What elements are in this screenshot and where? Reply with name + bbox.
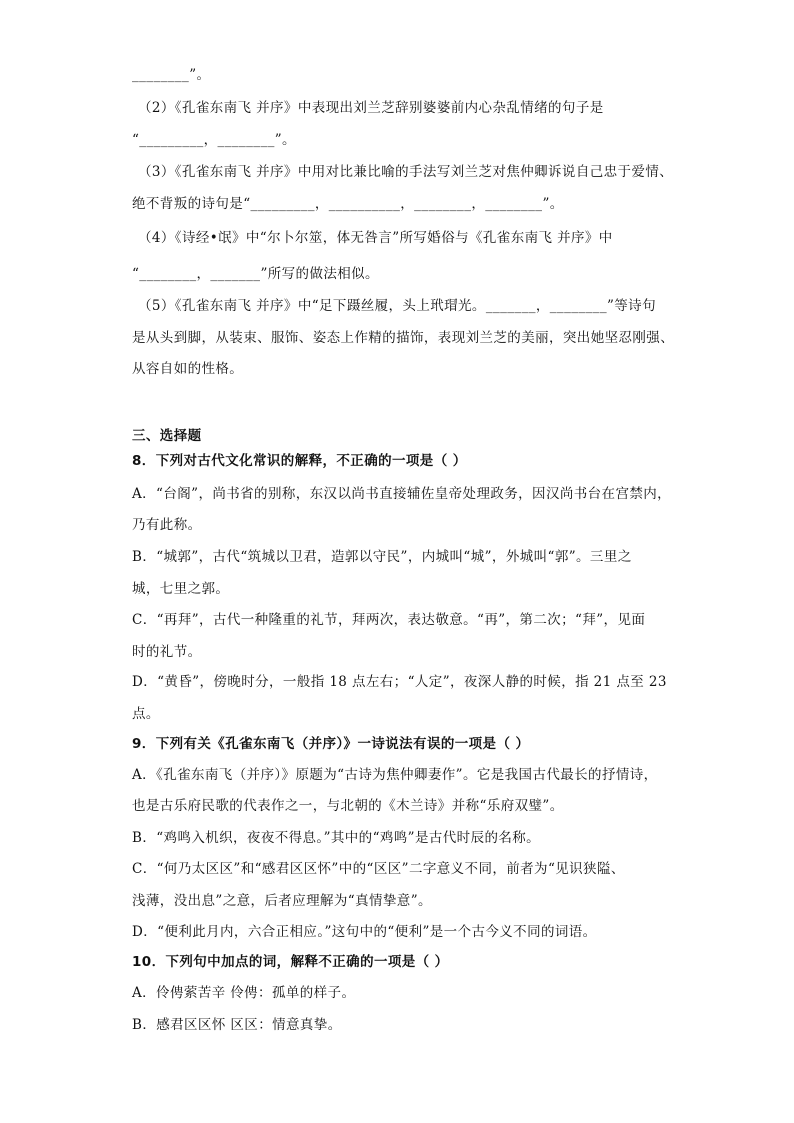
question-2-line-1: （2）《孔雀东南飞 并序》中表现出刘兰芝辞别婆婆前内心杂乱情绪的句子是	[138, 100, 604, 116]
question-9-option-a: A．《孔雀东南飞（并序）》原题为“古诗为焦仲卿妻作”。它是我国古代最长的抒情诗，	[132, 767, 658, 783]
question-9-option-c: C．“何乃太区区”和“感君区区怀”中的“区区”二字意义不同，前者为“见识狭隘、	[132, 861, 625, 877]
question-3-line-2: 绝不背叛的诗句是“_________，__________，________，________”。	[132, 196, 564, 212]
question-10-stem: 10．下列句中加点的词，解释不正确的一项是（ ）	[132, 954, 449, 970]
question-10-option-a: A．伶俜萦苦辛 伶俜：孤单的样子。	[132, 985, 356, 1001]
question-8-option-a-cont: 乃有此称。	[132, 517, 202, 533]
question-8-option-c: C．“再拜”，古代一种隆重的礼节，拜两次，表达敬意。“再”，第二次；“拜”，见面	[132, 612, 646, 628]
question-4-line-1: （4）《诗经•氓》中“尔卜尔筮，体无咎言”所写婚俗与《孔雀东南飞 并序》中	[138, 230, 613, 246]
question-2-line-2: “_________，________”。	[132, 132, 296, 148]
question-9-option-c-cont: 浅薄，没出息”之意，后者应理解为“真情挚意”。	[132, 893, 432, 909]
question-10-option-b: B．感君区区怀 区区：情意真挚。	[132, 1017, 342, 1033]
question-4-line-2: “________，_______”所写的做法相似。	[132, 266, 379, 282]
question-8-option-b: B．“城郭”，古代“筑城以卫君，造郭以守民”，内城叫“城”，外城叫“郭”。三里之	[132, 549, 632, 565]
question-8-option-a: A．“台阁”，尚书省的别称，东汉以尚书直接辅佐皇帝处理政务，因汉尚书台在宫禁内，	[132, 486, 672, 502]
question-5-line-1: （5）《孔雀东南飞 并序》中“足下蹑丝履，头上玳瑁光。_______，________”等诗句	[138, 298, 656, 314]
question-9-stem: 9．下列有关《孔雀东南飞（并序）》一诗说法有误的一项是（ ）	[132, 736, 530, 752]
question-9-option-a-cont: 也是古乐府民歌的代表作之一，与北朝的《木兰诗》并称“乐府双璧”。	[132, 798, 564, 814]
question-9-option-d: D．“便利此月内，六合正相应。”这句中的“便利”是一个古今义不同的词语。	[132, 924, 597, 940]
section-title: 三、选择题	[132, 428, 202, 444]
question-8-option-d: D．“黄昏”，傍晚时分，一般指 18 点左右；“人定”，夜深人静的时候，指 21 点至 23	[132, 674, 667, 690]
question-8-option-c-cont: 时的礼节。	[132, 644, 202, 660]
question-9-option-b: B．“鸡鸣入机织，夜夜不得息。”其中的“鸡鸣”是古代时辰的名称。	[132, 830, 541, 846]
question-8-stem: 8．下列对古代文化常识的解释，不正确的一项是（ ）	[132, 453, 467, 469]
question-8-option-d-cont: 点。	[132, 706, 160, 722]
question-5-line-3: 从容自如的性格。	[132, 361, 244, 377]
question-5-line-2: 是从头到脚，从装束、服饰、姿态上作精的描饰，表现刘兰芝的美丽，突出她坚忍刚强、	[132, 330, 675, 346]
question-3-line-1: （3）《孔雀东南飞 并序》中用对比兼比喻的手法写刘兰芝对焦仲卿诉说自己忠于爱情、	[138, 164, 674, 180]
answer-line: ________”。	[132, 67, 211, 83]
question-8-option-b-cont: 城，七里之郭。	[132, 581, 230, 597]
